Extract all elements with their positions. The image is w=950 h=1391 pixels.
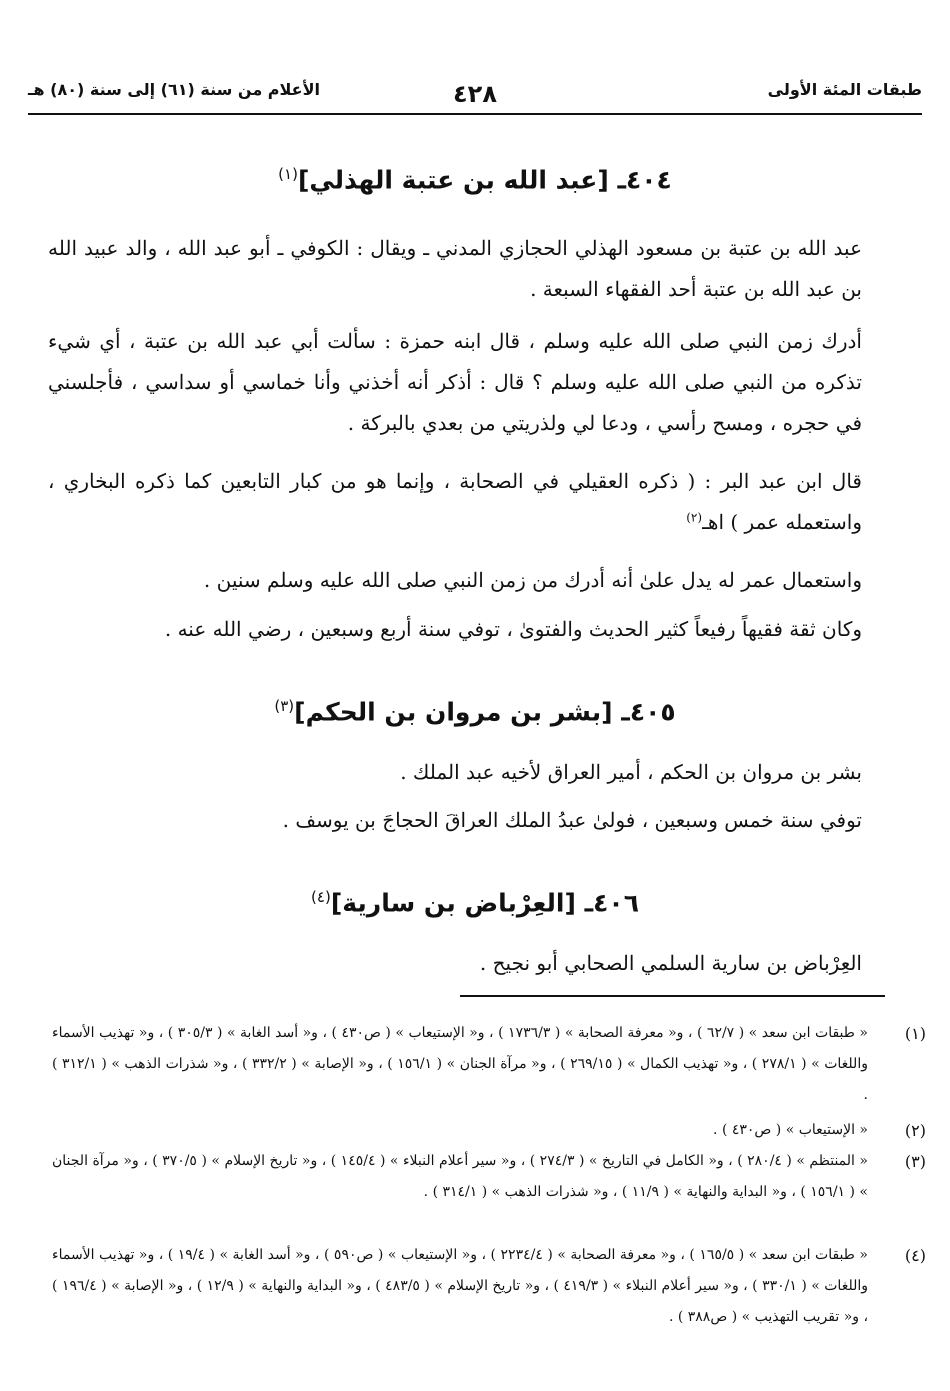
paragraph: توفي سنة خمس وسبعين ، فولىٰ عبدُ الملك العراقَ الحجاجَ بن يوسف . [282, 808, 862, 832]
section-title: الأعلام من سنة (٦١) إلى سنة (٨٠) هـ [28, 80, 320, 99]
footnote-number: (٢) [904, 1121, 926, 1140]
footnote-ref: (١) [278, 165, 298, 183]
footnote [52, 1240, 926, 1333]
footnote-number: (٤) [904, 1246, 926, 1265]
paragraph: أدرك زمن النبي صلى الله عليه وسلم ، قال ابنه حمزة : سألت أبي عبد الله بن عتبة ، أي شيء تذكره من النبي صلى الله عليه وسلم ؟ قال : أذكر أنه أخذني وأنا خماسي أو سداسي ، فأجلسني في حجره ، ومسح رأسي ، ودعا لي ولذريتي من بعدي بالبركة . [48, 329, 862, 435]
footnote-text: « طبقات ابن سعد » ( ١٦٥/٥ ) ، و« معرفة الصحابة » ( ٢٢٣٤/٤ ) ، و« الإستيعاب » ( ص٥٩٠ ) ، و« أسد الغابة » ( ١٩/٤ ) ، و« تهذيب الأسماء واللغات » ( ٣٣٠/١ ) ، و« سير أعلام النبلاء » ( ٤١٩/٣ ) ، و« تاريخ الإسلام » ( ٤٨٣/٥ ) ، و« البداية والنهاية » ( ١٢/٩ ) ، و« الإصابة » ( ١٩٦/٤ ) ، و« تقريب التهذيب » ( ص٣٨٨ ) . [52, 1247, 869, 1325]
footnote-ref: (٤) [311, 888, 331, 906]
book-title: طبقات المئة الأولى [767, 80, 922, 99]
paragraph: العِرْباض بن سارية السلمي الصحابي أبو نجيح . [479, 951, 862, 975]
running-header [28, 80, 922, 106]
paragraph: بشر بن مروان بن الحكم ، أمير العراق لأخيه عبد الملك . [400, 760, 862, 784]
footnote-ref: (٣) [274, 697, 295, 715]
footnote-rule [460, 995, 885, 997]
footnote-number: (١) [904, 1024, 926, 1043]
page-number: ٤٢٨ [453, 80, 497, 108]
header-rule [28, 113, 922, 115]
footnote [52, 1146, 926, 1208]
paragraph: وكان ثقة فقيهاً رفيعاً كثير الحديث والفتوىٰ ، توفي سنة أربع وسبعين ، رضي الله عنه . [164, 617, 862, 641]
footnote-ref: (٢) [686, 510, 703, 525]
paragraph [48, 461, 862, 543]
entry-heading-text: ٤٠٤ـ [عبد الله بن عتبة الهذلي] [297, 165, 672, 195]
paragraph-text: قال ابن عبد البر : ( ذكره العقيلي في الصحابة ، وإنما هو من كبار التابعين كما ذكره البخاري ، واستعمله عمر ) اهـ [48, 469, 862, 534]
entry-heading-405 [0, 697, 950, 726]
entry-heading-404 [0, 165, 950, 194]
entry-heading-406 [0, 888, 950, 917]
footnote-number: (٣) [904, 1152, 926, 1171]
footnote-text: « طبقات ابن سعد » ( ٦٢/٧ ) ، و« معرفة الصحابة » ( ١٧٣٦/٣ ) ، و« الإستيعاب » ( ص٤٣٠ ) ، و« أسد الغابة » ( ٣٠٥/٣ ) ، و« تهذيب الأسماء واللغات » ( ٢٧٨/١ ) ، و« تهذيب الكمال » ( ٢٦٩/١٥ ) ، و« مرآة الجنان » ( ١٥٦/١ ) ، و« الإصابة » ( ٣٣٢/٢ ) ، و« شذرات الذهب » ( ٣١٢/١ ) . [52, 1025, 868, 1103]
entry-heading-text: ٤٠٥ـ [بشر بن مروان بن الحكم] [294, 697, 676, 727]
footnote-text: « المنتظم » ( ٢٨٠/٤ ) ، و« الكامل في التاريخ » ( ٢٧٤/٣ ) ، و« سير أعلام النبلاء » ( ١٤٥/٤ ) ، و« تاريخ الإسلام » ( ٣٧٠/٥ ) ، و« مرآة الجنان » ( ١٥٦/١ ) ، و« البداية والنهاية » ( ١١/٩ ) ، و« شذرات الذهب » ( ٣١٤/١ ) . [52, 1153, 868, 1200]
footnote [52, 1115, 926, 1146]
entry-heading-text: ٤٠٦ـ [العِرْباض بن سارية] [330, 888, 639, 918]
paragraph: عبد الله بن عتبة بن مسعود الهذلي الحجازي المدني ـ ويقال : الكوفي ـ أبو عبد الله ، والد عبيد الله بن عبد الله بن عتبة أحد الفقهاء السبعة . [48, 236, 862, 301]
paragraph: واستعمال عمر له يدل علىٰ أنه أدرك من زمن النبي صلى الله عليه وسلم سنين . [203, 568, 862, 592]
footnote [52, 1018, 926, 1111]
footnote-text: « الإستيعاب » ( ص٤٣٠ ) . [713, 1122, 868, 1138]
